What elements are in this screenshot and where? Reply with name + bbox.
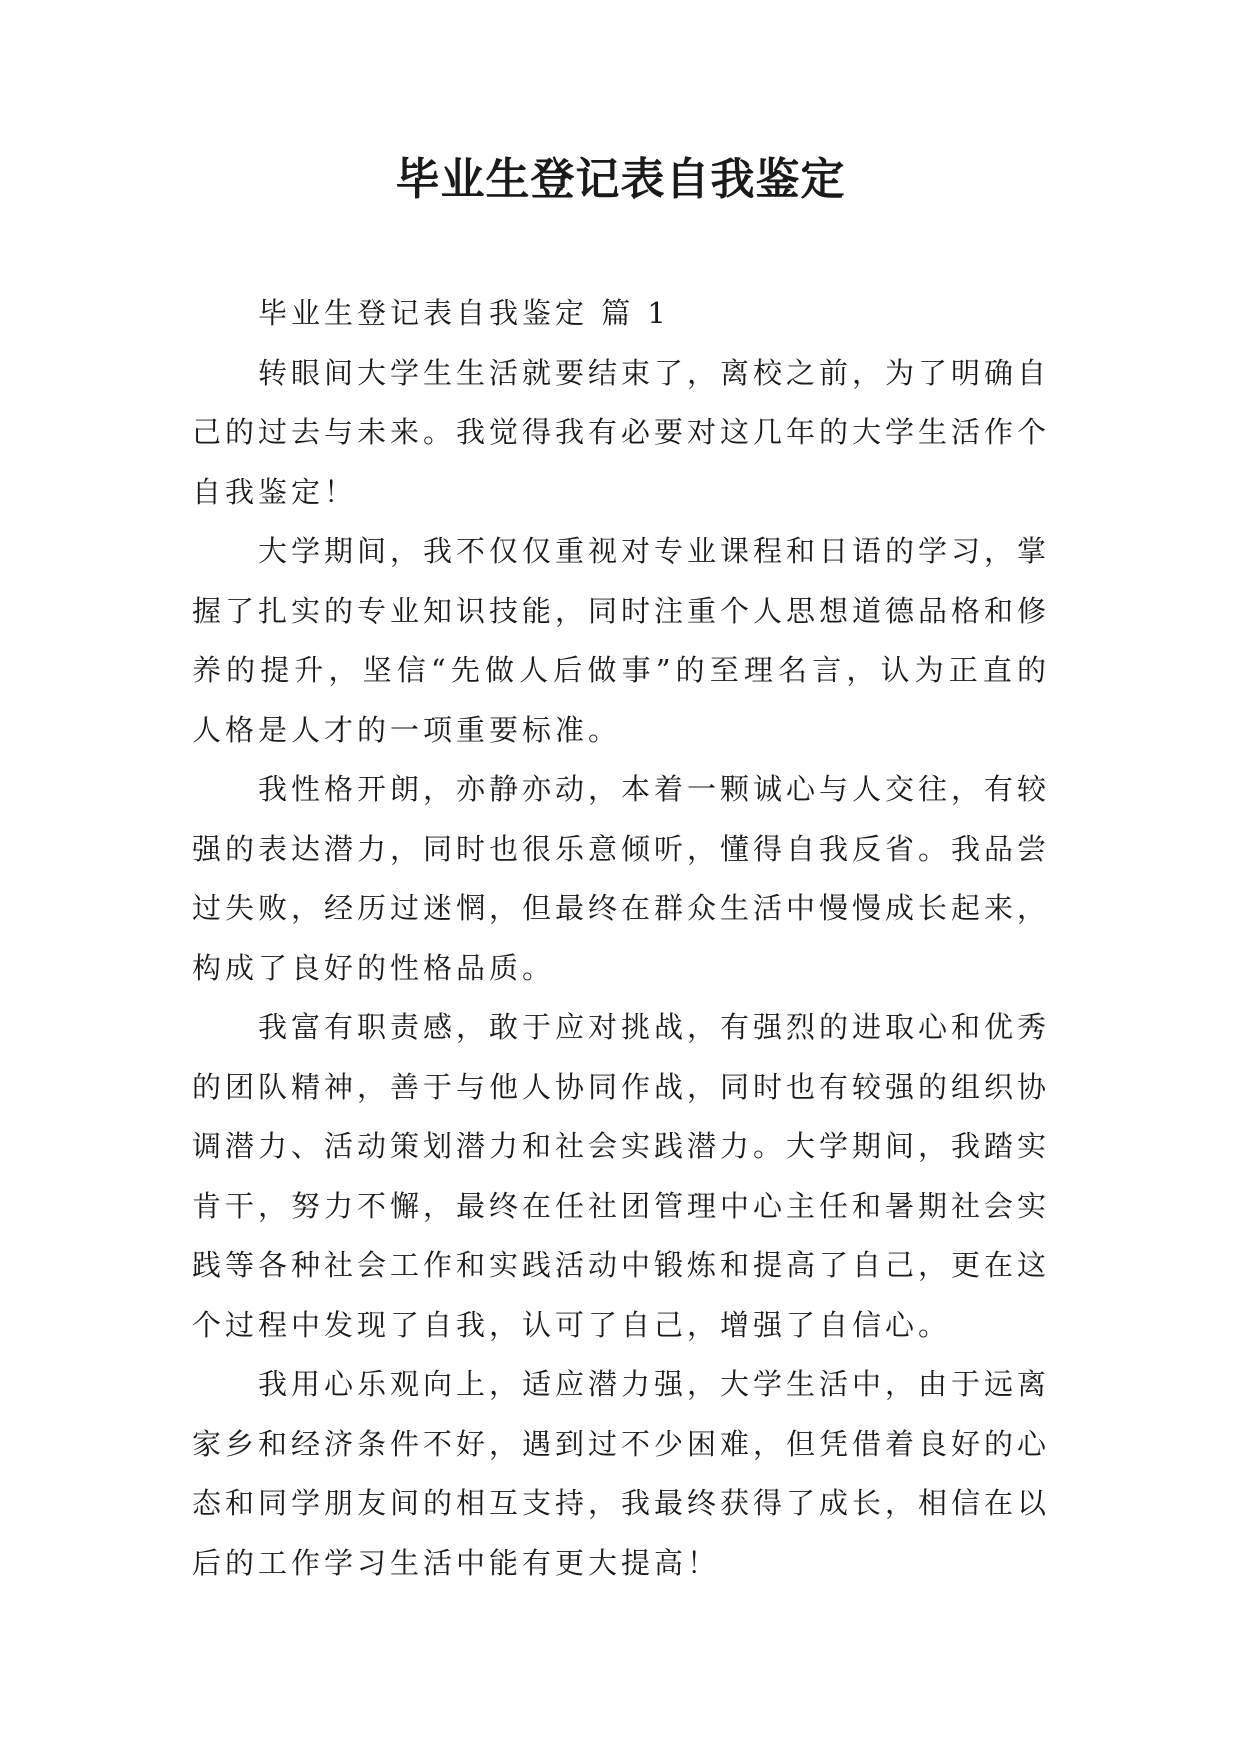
- section-heading: 毕业生登记表自我鉴定 篇 1: [258, 296, 670, 330]
- paragraph-3: 我性格开朗，亦静亦动，本着一颗诚心与人交往，有较强的表达潜力，同时也很乐意倾听，懂得自我反省。我品尝过失败，经历过迷惘，但最终在群众生活中慢慢成长起来，构成了良好的性格品质。: [192, 772, 1051, 985]
- paragraph-2: 大学期间，我不仅仅重视对专业课程和日语的学习，掌握了扎实的专业知识技能，同时注重个人思想道德品格和修养的提升，坚信“先做人后做事”的至理名言，认为正直的人格是人才的一项重要标准。: [192, 534, 1051, 747]
- paragraph-1: 转眼间大学生生活就要结束了，离校之前，为了明确自己的过去与未来。我觉得我有必要对这几年的大学生活作个自我鉴定！: [192, 355, 1051, 509]
- document-title: 毕业生登记表自我鉴定: [395, 154, 846, 205]
- paragraph-5: 我用心乐观向上，适应潜力强，大学生活中，由于远离家乡和经济条件不好，遇到过不少困难，但凭借着良好的心态和同学朋友间的相互支持，我最终获得了成长，相信在以后的工作学习生活中能有更大提高！: [192, 1367, 1051, 1580]
- document-body: [192, 284, 1050, 1593]
- paragraph-4: 我富有职责感，敢于应对挑战，有强烈的进取心和优秀的团队精神，善于与他人协同作战，同时也有较强的组织协调潜力、活动策划潜力和社会实践潜力。大学期间，我踏实肯干，努力不懈，最终在任社团管理中心主任和暑期社会实践等各种社会工作和实践活动中锻炼和提高了自己，更在这个过程中发现了自我，认可了自己，增强了自信心。: [192, 1010, 1051, 1342]
